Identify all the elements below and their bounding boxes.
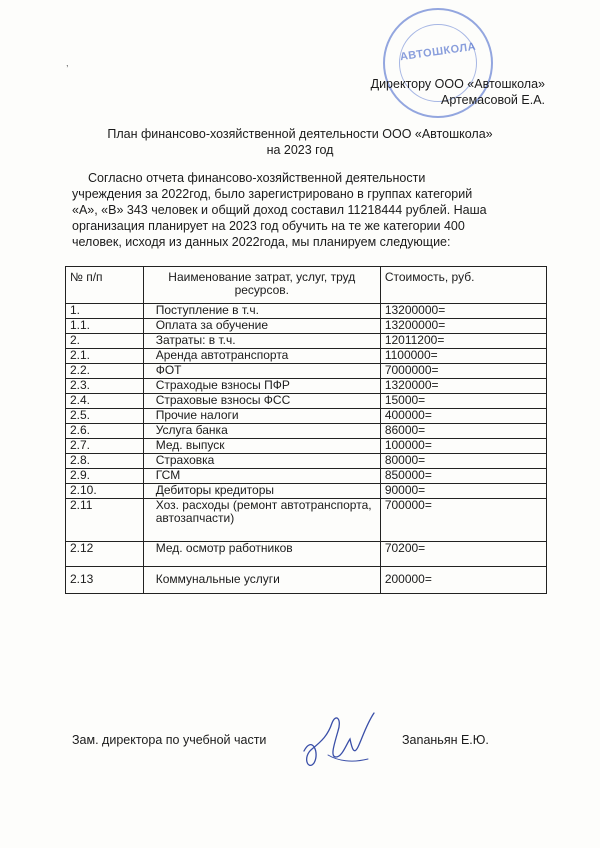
row-name: Мед. выпуск	[143, 439, 380, 454]
row-cost: 70200=	[380, 542, 546, 567]
row-cost: 400000=	[380, 409, 546, 424]
row-cost: 850000=	[380, 469, 546, 484]
table-row	[66, 454, 547, 469]
row-name: ФОТ	[143, 364, 380, 379]
addressee-name: Артемасовой Е.А.	[441, 93, 545, 107]
margin-mark: ,	[66, 58, 69, 68]
table-row	[66, 484, 547, 499]
row-num: 2.4.	[66, 394, 144, 409]
table-row	[66, 424, 547, 439]
row-num: 2.9.	[66, 469, 144, 484]
row-name: Страховка	[143, 454, 380, 469]
table-row	[66, 379, 547, 394]
table-row	[66, 334, 547, 349]
signer-name: Заnаньян Е.Ю.	[402, 733, 489, 747]
table-header-row	[66, 267, 547, 304]
row-cost: 90000=	[380, 484, 546, 499]
row-name: Дебиторы кредиторы	[143, 484, 380, 499]
row-name: Затраты: в т.ч.	[143, 334, 380, 349]
table-row	[66, 364, 547, 379]
row-cost: 80000=	[380, 454, 546, 469]
header-name: Наименование затрат, услуг, труд ресурсов.	[143, 267, 380, 304]
row-cost: 200000=	[380, 567, 546, 594]
row-name: Коммунальные услуги	[143, 567, 380, 594]
table-row	[66, 394, 547, 409]
addressee-block	[371, 76, 545, 108]
body-paragraph	[72, 170, 542, 250]
row-name: Аренда автотранспорта	[143, 349, 380, 364]
addressee-line: Директору ООО «Автошкола»	[370, 77, 545, 91]
row-name: Страховые взносы ФСС	[143, 394, 380, 409]
table-row	[66, 304, 547, 319]
row-cost: 13200000=	[380, 304, 546, 319]
table-row	[66, 319, 547, 334]
row-cost: 7000000=	[380, 364, 546, 379]
header-num: № п/п	[66, 267, 144, 304]
row-num: 2.6.	[66, 424, 144, 439]
body-line: Согласно отчета финансово-хозяйственной деятельности	[88, 171, 426, 185]
document-title	[0, 126, 600, 158]
row-cost: 1320000=	[380, 379, 546, 394]
row-cost: 86000=	[380, 424, 546, 439]
header-cost: Стоимость, руб.	[380, 267, 546, 304]
signer-position: Зам. директора по учебной части	[72, 733, 267, 747]
row-num: 2.3.	[66, 379, 144, 394]
title-year: на 2023 год	[266, 143, 334, 157]
handwritten-signature	[298, 705, 386, 775]
row-num: 2.11	[66, 499, 144, 542]
row-num: 2.2.	[66, 364, 144, 379]
row-num: 2.12	[66, 542, 144, 567]
row-name: Оплата за обучение	[143, 319, 380, 334]
row-num: 2.13	[66, 567, 144, 594]
row-name: Прочие налоги	[143, 409, 380, 424]
row-name: ГСМ	[143, 469, 380, 484]
row-num: 2.10.	[66, 484, 144, 499]
body-line: организация планирует на 2023 год обучить на те же категории 400	[72, 219, 465, 233]
row-cost: 700000=	[380, 499, 546, 542]
row-name: Хоз. расходы (ремонт автотранспорта, автозапчасти)	[143, 499, 380, 542]
row-num: 1.1.	[66, 319, 144, 334]
row-cost: 12011200=	[380, 334, 546, 349]
row-cost: 1100000=	[380, 349, 546, 364]
plan-table	[65, 266, 547, 594]
row-num: 1.	[66, 304, 144, 319]
table-row	[66, 409, 547, 424]
table-row	[66, 439, 547, 454]
table-row	[66, 499, 547, 542]
row-num: 2.	[66, 334, 144, 349]
row-name: Услуга банка	[143, 424, 380, 439]
title-line: План финансово-хозяйственной деятельности ООО «Автошкола»	[107, 127, 493, 141]
row-num: 2.5.	[66, 409, 144, 424]
row-cost: 13200000=	[380, 319, 546, 334]
row-num: 2.1.	[66, 349, 144, 364]
body-line: «А», «В» 343 человек и общий доход составил 11218444 рублей. Наша	[72, 203, 487, 217]
body-line: человек, исходя из данных 2022года, мы планируем следующие:	[72, 235, 451, 249]
body-line: учреждения за 2022год, было зарегистрировано в группах категорий	[72, 187, 473, 201]
row-cost: 15000=	[380, 394, 546, 409]
stamp-text: АВТОШКОЛА	[399, 40, 477, 64]
row-name: Мед. осмотр работников	[143, 542, 380, 567]
row-num: 2.8.	[66, 454, 144, 469]
row-name: Поступление в т.ч.	[143, 304, 380, 319]
row-cost: 100000=	[380, 439, 546, 454]
table-row	[66, 567, 547, 594]
row-name: Страходые взносы ПФР	[143, 379, 380, 394]
row-num: 2.7.	[66, 439, 144, 454]
table-row	[66, 469, 547, 484]
table-row	[66, 349, 547, 364]
table-row	[66, 542, 547, 567]
